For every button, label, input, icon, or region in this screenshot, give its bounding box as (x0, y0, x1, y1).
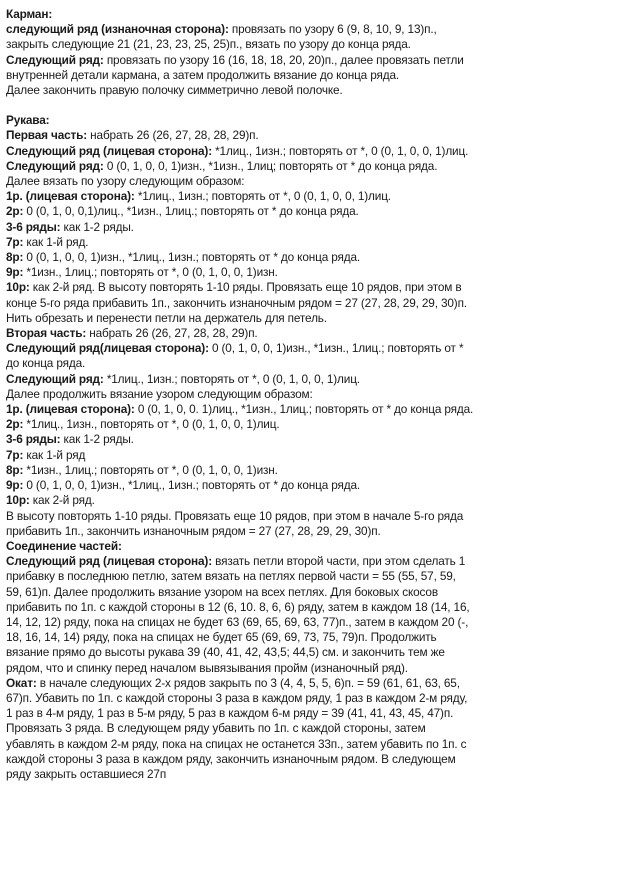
text-line (6, 554, 608, 569)
row-label: Первая часть: (6, 128, 88, 143)
row-label: 1р. (лицевая сторона): (6, 189, 135, 204)
text-line (6, 676, 608, 691)
row-text: 0 (0, 1, 0, 0, 1)изн., *1лиц., 1изн.; повторять от * до конца ряда. (23, 250, 361, 265)
row-text: конце 5-го ряда прибавить 1п., закончить изнаночным рядом = 27 (27, 28, 29, 29, 30)п. (6, 295, 467, 310)
row-text: набрать 26 (26, 27, 28, 28, 29)п. (86, 326, 258, 341)
row-text: как 1-й ряд. (23, 234, 89, 249)
row-text: *1лиц., 1изн.; повторять от *, 0 (0, 1, 0, 0, 1)лиц. (211, 143, 469, 158)
row-text: 1 раз в 4-м ряду, 1 раз в 5-м ряду, 5 раз в каждом 6-м ряду = 39 (41, 41, 43, 45, 47)п. (6, 706, 454, 721)
row-text: как 2-й ряд. В высоту повторять 1-10 ряды. Провязать еще 10 рядов, при этом в (29, 280, 462, 295)
text-line (6, 311, 608, 326)
text-line (6, 174, 608, 189)
text-line (6, 615, 608, 630)
row-label: 3-6 ряды: (6, 219, 61, 234)
row-text: 0 (0, 1, 0, 0, 1)изн., *1изн., 1лиц; повторять от * до конца ряда. (103, 158, 438, 173)
row-text: убавлять в каждом 2-м ряду, пока на спицах не останется 33п., затем убавить по 1п. с (6, 736, 467, 751)
text-line (6, 630, 608, 645)
text-line (6, 113, 608, 128)
text-line (6, 448, 608, 463)
text-line (6, 37, 608, 52)
row-label: Следующий ряд(лицевая сторона): (6, 341, 209, 356)
text-line (6, 22, 608, 37)
text-line (6, 204, 608, 219)
row-text: прибавить 1п., закончить изнаночным рядом = 27 (27, 28, 29, 29, 30)п. (6, 523, 381, 538)
row-label: 1р. (лицевая сторона): (6, 402, 135, 417)
row-text: вязать петли второй части, при этом сделать 1 (211, 554, 466, 569)
text-line (6, 220, 608, 235)
row-text: как 1-2 ряды. (60, 432, 134, 447)
text-line (6, 326, 608, 341)
row-label: Следующий ряд: (6, 371, 104, 386)
text-line (6, 524, 608, 539)
row-label: 3-6 ряды: (6, 432, 61, 447)
text-line (6, 645, 608, 660)
row-text: *1лиц., 1изн.; повторять от *, 0 (0, 1, 0, 0, 1)лиц. (134, 189, 391, 204)
row-label: Следующий ряд (лицевая сторона): (6, 554, 212, 569)
row-text: Далее закончить правую полочку симметрично левой полочке. (6, 83, 343, 98)
text-line (6, 509, 608, 524)
row-text: до конца ряда. (6, 356, 86, 371)
row-text: внутренней детали кармана, а затем продолжить вязание до конца ряда. (6, 67, 399, 82)
row-label: Следующий ряд: (6, 158, 104, 173)
row-text: Далее вязать по узору следующим образом: (6, 174, 245, 189)
row-label: Следующий ряд: (6, 52, 104, 67)
text-line (6, 189, 608, 204)
text-line (6, 53, 608, 68)
row-text: 0 (0, 1, 0, 0. 1)лиц., *1изн., 1лиц.; повторять от * до конца ряда. (134, 402, 474, 417)
row-text: в начале следующих 2-х рядов закрыть по 3 (4, 4, 5, 5, 6)п. = 59 (61, 61, 63, 65, (36, 675, 460, 690)
text-line (6, 68, 608, 83)
text-line (6, 463, 608, 478)
row-label: 7р: (6, 234, 24, 249)
text-line (6, 706, 608, 721)
row-text: рядом, что и спинку перед началом вывязывания пройм (изнаночный ряд). (6, 660, 408, 675)
text-line (6, 83, 608, 98)
text-line (6, 265, 608, 280)
row-text: как 1-2 ряды. (60, 219, 134, 234)
row-label: 2р: (6, 204, 24, 219)
text-line (6, 372, 608, 387)
row-text: закрыть следующие 21 (21, 23, 23, 25, 25)п., вязать по узору до конца ряда. (6, 37, 411, 52)
row-label: 8р: (6, 462, 24, 477)
row-text: 59, 61)п. Далее продолжить вязание узором на всех петлях. Для боковых скосов (6, 584, 438, 599)
text-line (6, 356, 608, 371)
row-text: прибавку в последнюю петлю, затем вязать на петлях первой части = 55 (55, 57, 59, (6, 569, 456, 584)
row-text: провязать по узору 16 (16, 18, 18, 20, 20)п., далее провязать петли (103, 52, 464, 67)
text-line (6, 235, 608, 250)
row-text: прибавить по 1п. с каждой стороны в 12 (6, 10. 8, 6, 6) ряду, затем в каждом 18 (14, 16, (6, 599, 470, 614)
text-line (6, 387, 608, 402)
row-text: *1изн., 1лиц.; повторять от *, 0 (0, 1, 0, 0, 1)изн. (23, 265, 278, 280)
row-text: 0 (0, 1, 0, 0,1)лиц., *1изн., 1лиц.; повторять от * до конца ряда. (23, 204, 359, 219)
text-line (6, 478, 608, 493)
row-text: В высоту повторять 1-10 ряды. Провязать еще 10 рядов, при этом в начале 5-го ряда (6, 508, 464, 523)
row-text: ряду закрыть оставшиеся 27п (6, 766, 167, 781)
text-line (6, 417, 608, 432)
row-text: 67)п. Убавить по 1п. с каждой стороны 3 раза в каждом ряду, 1 раз в каждом 2-м ряду, (6, 690, 468, 705)
text-line (6, 737, 608, 752)
text-line (6, 341, 608, 356)
row-text: каждой стороны 3 раза в каждом ряду, закончить изнаночным рядом. В следующем (6, 751, 456, 766)
text-line (6, 767, 608, 782)
row-label: 10р: (6, 280, 30, 295)
row-label: Карман: (6, 7, 53, 21)
row-text: Провязать 3 ряда. В следующем ряду убавить по 1п. с каждой стороны, затем (6, 721, 426, 736)
row-text: 14, 12, 12) ряду, пока на спицах не будет 63 (69, 65, 69, 63, 77)п., затем в каждом 20 (-, (6, 614, 469, 629)
row-label: 10р: (6, 493, 30, 508)
text-line (6, 585, 608, 600)
row-text: как 1-й ряд (23, 447, 86, 462)
row-text: вязание прямо до высоты рукава 39 (40, 41, 42, 43,5; 44,5) см. и закончить тем же (6, 645, 445, 660)
row-text: *1лиц., 1изн.; повторять от *, 0 (0, 1, 0, 0, 1)лиц. (103, 371, 360, 386)
row-text: как 2-й ряд. (29, 493, 95, 508)
text-line (6, 144, 608, 159)
text-line (6, 432, 608, 447)
row-label: 8р: (6, 250, 24, 265)
text-line (6, 661, 608, 676)
row-text: Нить обрезать и перенести петли на держатель для петель. (6, 310, 327, 325)
text-line (6, 539, 608, 554)
text-line (6, 159, 608, 174)
row-text: 18, 16, 14, 14) ряду, пока на спицах не будет 65 (69, 69, 73, 75, 79)п. Продолжить (6, 630, 437, 645)
row-label: следующий ряд (изнаночная сторона): (6, 22, 229, 37)
text-line (6, 569, 608, 584)
row-text: 0 (0, 1, 0, 0, 1)изн., *1изн., 1лиц.; повторять от * (208, 341, 464, 356)
text-line (6, 752, 608, 767)
text-line (6, 7, 608, 22)
text-line (6, 128, 608, 143)
text-line (6, 600, 608, 615)
text-line (6, 296, 608, 311)
row-label: Окат: (6, 675, 37, 690)
text-line (6, 402, 608, 417)
text-line (6, 493, 608, 508)
row-label: 2р: (6, 417, 24, 432)
row-label: Соединение частей: (6, 538, 122, 553)
section-gap (6, 98, 608, 113)
text-line (6, 280, 608, 295)
row-label: 7р: (6, 447, 24, 462)
row-label: 9р: (6, 478, 24, 493)
row-label: Рукава: (6, 113, 50, 128)
row-text: *1лиц., 1изн., повторять от *, 0 (0, 1, 0, 0, 1)лиц. (23, 417, 280, 432)
row-text: набрать 26 (26, 27, 28, 28, 29)п. (87, 128, 259, 143)
row-label: Следующий ряд (лицевая сторона): (6, 143, 212, 158)
text-line (6, 721, 608, 736)
row-text: Далее продолжить вязание узором следующим образом: (6, 386, 313, 401)
row-text: провязать по узору 6 (9, 8, 10, 9, 13)п., (228, 22, 437, 37)
row-text: 0 (0, 1, 0, 0, 1)изн., *1лиц., 1изн.; повторять от * до конца ряда. (23, 478, 361, 493)
row-text: *1изн., 1лиц.; повторять от *, 0 (0, 1, 0, 0, 1)изн. (23, 462, 278, 477)
row-label: 9р: (6, 265, 24, 280)
text-line (6, 691, 608, 706)
text-line (6, 250, 608, 265)
row-label: Вторая часть: (6, 326, 87, 341)
